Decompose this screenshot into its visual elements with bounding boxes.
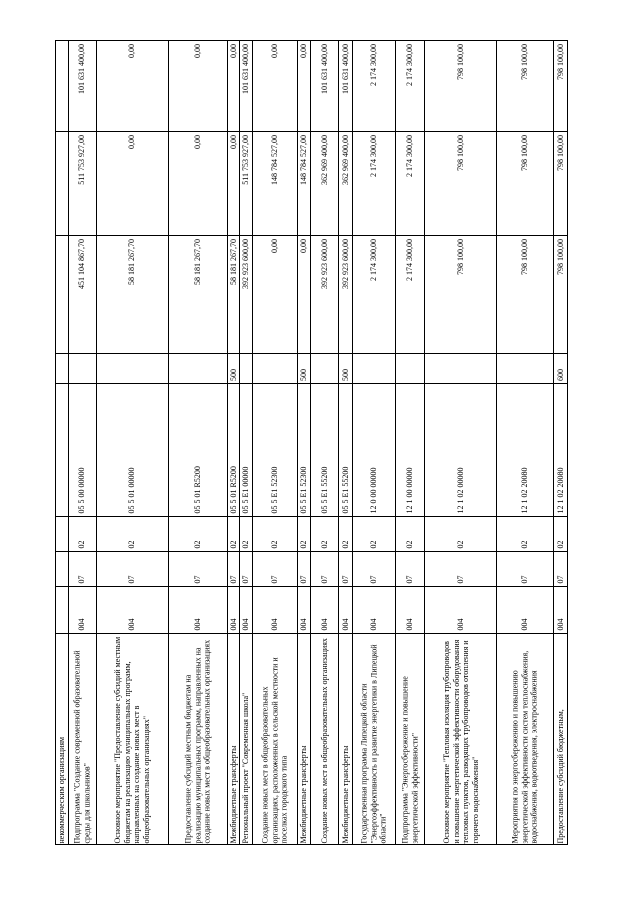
cell-value: 500 bbox=[340, 368, 350, 381]
cell-rz bbox=[396, 551, 423, 586]
cell-value: 02 bbox=[369, 540, 379, 549]
cell-rz bbox=[554, 551, 567, 586]
row-label: Межбюджетные трансферты bbox=[228, 745, 238, 844]
cell-name bbox=[228, 633, 240, 846]
cell-v3 bbox=[353, 41, 395, 131]
cell-value: 798 100,00 bbox=[455, 44, 465, 80]
cell-value: 004 bbox=[270, 618, 280, 631]
cell-name bbox=[169, 633, 227, 846]
cell-value: 2 174 300,00 bbox=[369, 134, 379, 177]
cell-value: 004 bbox=[241, 618, 251, 631]
cell-value: 511 753 927,00 bbox=[77, 134, 87, 185]
cell-v3 bbox=[298, 41, 310, 131]
cell-value: 798 100,00 bbox=[555, 134, 565, 171]
cell-value: 05 5 01 R5200 bbox=[228, 466, 238, 514]
cell-vr bbox=[396, 353, 423, 383]
cell-value: 004 bbox=[319, 618, 329, 631]
cell-value: 07 bbox=[319, 575, 329, 584]
cell-value: 05 5 E1 55200 bbox=[340, 466, 350, 514]
cell-value: 12 1 02 20080 bbox=[520, 467, 530, 514]
cell-v1 bbox=[240, 235, 252, 353]
cell-v2 bbox=[228, 131, 240, 235]
cell-value: 07 bbox=[520, 575, 530, 584]
cell-v2 bbox=[240, 131, 252, 235]
cell-csr bbox=[169, 383, 227, 516]
cell-value: 0,00 bbox=[270, 44, 280, 58]
cell-value: 58 181 267,70 bbox=[192, 238, 202, 285]
cell-vr bbox=[69, 353, 96, 383]
cell-value: 12 1 02 20080 bbox=[555, 467, 565, 514]
cell-ved bbox=[353, 586, 395, 633]
cell-v3 bbox=[69, 41, 96, 131]
cell-csr bbox=[396, 383, 423, 516]
cell-name bbox=[240, 633, 252, 846]
cell-vr bbox=[228, 353, 240, 383]
row-label: Подпрограмма "Создание современной образовательной среды для школьников" bbox=[72, 650, 92, 844]
cell-v2 bbox=[298, 131, 310, 235]
cell-value: 07 bbox=[241, 575, 251, 584]
cell-v3 bbox=[56, 41, 68, 131]
cell-csr bbox=[497, 383, 553, 516]
cell-ved bbox=[169, 586, 227, 633]
cell-value: 58 181 267,70 bbox=[228, 238, 238, 285]
cell-vr bbox=[169, 353, 227, 383]
row-label: некоммерческим организациям bbox=[56, 736, 66, 844]
cell-v1 bbox=[69, 235, 96, 353]
cell-value: 07 bbox=[299, 575, 309, 584]
cell-rz bbox=[228, 551, 240, 586]
cell-ved bbox=[253, 586, 298, 633]
table-row bbox=[56, 41, 69, 844]
cell-name bbox=[311, 633, 338, 846]
cell-value: 0,00 bbox=[299, 238, 309, 253]
cell-v1 bbox=[97, 235, 168, 353]
cell-value: 12 0 00 00000 bbox=[369, 467, 379, 514]
table-row bbox=[97, 41, 169, 844]
table-row bbox=[339, 41, 353, 844]
cell-value: 02 bbox=[192, 540, 202, 549]
cell-value: 101 631 400,00 bbox=[340, 44, 350, 94]
cell-v1 bbox=[554, 235, 567, 353]
budget-table bbox=[55, 40, 568, 845]
cell-ved bbox=[339, 586, 352, 633]
cell-vr bbox=[425, 353, 497, 383]
cell-v2 bbox=[56, 131, 68, 235]
cell-value: 58 181 267,70 bbox=[127, 238, 137, 285]
cell-value: 05 5 00 00000 bbox=[77, 467, 87, 514]
cell-value: 0,00 bbox=[127, 44, 137, 58]
cell-value: 0,00 bbox=[228, 44, 238, 58]
cell-v1 bbox=[169, 235, 227, 353]
cell-vr bbox=[253, 353, 298, 383]
row-label: Создание новых мест в общеобразовательных организациях, расположенных в сельской местности и поселках городского типа bbox=[260, 657, 289, 844]
cell-value: 12 1 02 00000 bbox=[455, 467, 465, 514]
cell-rz bbox=[311, 551, 338, 586]
cell-value: 02 bbox=[455, 540, 465, 549]
cell-value: 004 bbox=[555, 618, 565, 631]
cell-value: 2 174 300,00 bbox=[405, 238, 415, 281]
cell-value: 004 bbox=[77, 618, 87, 631]
cell-ved bbox=[396, 586, 423, 633]
cell-v2 bbox=[554, 131, 567, 235]
cell-csr bbox=[298, 383, 310, 516]
cell-csr bbox=[425, 383, 497, 516]
cell-name bbox=[298, 633, 310, 846]
cell-value: 004 bbox=[340, 618, 350, 631]
cell-v2 bbox=[425, 131, 497, 235]
cell-v1 bbox=[56, 235, 68, 353]
cell-ved bbox=[56, 586, 68, 633]
cell-v2 bbox=[311, 131, 338, 235]
cell-value: 101 631 400,00 bbox=[241, 44, 251, 94]
cell-v3 bbox=[253, 41, 298, 131]
cell-value: 07 bbox=[270, 575, 280, 584]
cell-value: 0,00 bbox=[299, 44, 309, 58]
cell-value: 798 100,00 bbox=[520, 44, 530, 80]
cell-rz bbox=[353, 551, 395, 586]
cell-value: 101 631 400,00 bbox=[319, 44, 329, 94]
cell-value: 0,00 bbox=[228, 134, 238, 149]
cell-v1 bbox=[228, 235, 240, 353]
cell-v1 bbox=[339, 235, 352, 353]
cell-csr bbox=[353, 383, 395, 516]
row-label: Подпрограмма "Энергосбережение и повышение энергетической эффективности" bbox=[400, 676, 419, 844]
row-label: Региональный проект "Современная школа" bbox=[241, 692, 251, 844]
cell-value: 798 100,00 bbox=[555, 238, 565, 275]
cell-v3 bbox=[228, 41, 240, 131]
cell-rz bbox=[240, 551, 252, 586]
cell-value: 511 753 927,00 bbox=[241, 134, 251, 185]
cell-pr bbox=[69, 516, 96, 551]
cell-value: 362 969 400,00 bbox=[319, 134, 329, 185]
row-label: Предоставление субсидий местным бюджетам на реализацию муниципальных программ, направленных на создание новых мест в общеобразовательных организациях bbox=[183, 639, 212, 844]
cell-vr bbox=[311, 353, 338, 383]
cell-csr bbox=[97, 383, 168, 516]
cell-value: 392 923 600,00 bbox=[241, 238, 251, 289]
cell-pr bbox=[169, 516, 227, 551]
cell-value: 798 100,00 bbox=[555, 44, 565, 80]
row-label: Основное мероприятие "Тепловая изоляция трубопроводов и повышение энергетической эффективности оборудования тепловых пунктов, разводящих трубопроводов отопления и горячего водоснабжения" bbox=[441, 639, 480, 844]
cell-v3 bbox=[169, 41, 227, 131]
cell-value: 798 100,00 bbox=[455, 134, 465, 171]
cell-value: 07 bbox=[369, 575, 379, 584]
table-row bbox=[240, 41, 253, 844]
cell-ved bbox=[97, 586, 168, 633]
cell-value: 004 bbox=[299, 618, 309, 631]
cell-value: 2 174 300,00 bbox=[405, 44, 415, 86]
cell-ved bbox=[228, 586, 240, 633]
cell-name bbox=[69, 633, 96, 846]
cell-value: 004 bbox=[192, 618, 202, 631]
cell-v1 bbox=[497, 235, 553, 353]
cell-v3 bbox=[240, 41, 252, 131]
cell-v2 bbox=[253, 131, 298, 235]
cell-v1 bbox=[253, 235, 298, 353]
cell-v2 bbox=[169, 131, 227, 235]
row-label: Межбюджетные трансферты bbox=[299, 745, 309, 844]
cell-name bbox=[339, 633, 352, 846]
cell-value: 05 5 E1 52300 bbox=[299, 466, 309, 514]
cell-rz bbox=[425, 551, 497, 586]
cell-v2 bbox=[69, 131, 96, 235]
cell-value: 0,00 bbox=[192, 134, 202, 149]
cell-value: 02 bbox=[555, 540, 565, 549]
table-row bbox=[425, 41, 498, 844]
cell-value: 148 784 527,00 bbox=[270, 134, 280, 185]
cell-value: 07 bbox=[555, 575, 565, 584]
cell-name bbox=[554, 633, 567, 846]
cell-ved bbox=[497, 586, 553, 633]
cell-name bbox=[56, 633, 68, 846]
cell-value: 05 5 E1 52300 bbox=[270, 466, 280, 514]
cell-ved bbox=[425, 586, 497, 633]
cell-v3 bbox=[425, 41, 497, 131]
cell-value: 798 100,00 bbox=[455, 238, 465, 275]
cell-value: 2 174 300,00 bbox=[369, 44, 379, 86]
row-label: Создание новых мест в общеобразовательных организациях bbox=[319, 638, 329, 844]
cell-value: 101 631 400,00 bbox=[77, 44, 87, 94]
cell-v1 bbox=[298, 235, 310, 353]
cell-value: 07 bbox=[77, 575, 87, 584]
cell-value: 02 bbox=[520, 540, 530, 549]
cell-v1 bbox=[353, 235, 395, 353]
cell-vr bbox=[497, 353, 553, 383]
table-row bbox=[554, 41, 567, 844]
cell-v2 bbox=[97, 131, 168, 235]
cell-pr bbox=[353, 516, 395, 551]
row-label: Государственная программа Липецкой области "Энергоэффективность и развитие энергетики в Липецкой области" bbox=[359, 644, 388, 844]
cell-csr bbox=[69, 383, 96, 516]
row-label: Мероприятия по энергосбережению и повышению энергетической эффективности систем теплоснабжения, водоснабжения, водоотведения, электроснабжения bbox=[511, 650, 540, 844]
cell-ved bbox=[240, 586, 252, 633]
cell-rz bbox=[169, 551, 227, 586]
cell-value: 362 969 400,00 bbox=[340, 134, 350, 185]
cell-name bbox=[425, 633, 497, 846]
cell-value: 02 bbox=[319, 540, 329, 549]
cell-value: 02 bbox=[340, 540, 350, 549]
cell-vr bbox=[240, 353, 252, 383]
cell-value: 02 bbox=[241, 540, 251, 549]
cell-pr bbox=[339, 516, 352, 551]
cell-ved bbox=[298, 586, 310, 633]
cell-pr bbox=[228, 516, 240, 551]
cell-rz bbox=[298, 551, 310, 586]
table-row bbox=[298, 41, 311, 844]
cell-value: 004 bbox=[520, 618, 530, 631]
cell-vr bbox=[97, 353, 168, 383]
cell-value: 500 bbox=[299, 368, 309, 381]
table-row bbox=[396, 41, 424, 844]
cell-ved bbox=[554, 586, 567, 633]
row-label: Основное мероприятие "Предоставление субсидий местным бюджетам на реализацию муниципальных программ, направленных на создание новых мест в общеобразовательных организациях" bbox=[113, 636, 151, 844]
cell-value: 392 923 600,00 bbox=[340, 238, 350, 289]
cell-v3 bbox=[311, 41, 338, 131]
cell-vr bbox=[298, 353, 310, 383]
cell-pr bbox=[97, 516, 168, 551]
cell-value: 2 174 300,00 bbox=[369, 238, 379, 281]
cell-csr bbox=[240, 383, 252, 516]
cell-csr bbox=[554, 383, 567, 516]
cell-pr bbox=[497, 516, 553, 551]
cell-csr bbox=[56, 383, 68, 516]
cell-vr bbox=[339, 353, 352, 383]
cell-v1 bbox=[311, 235, 338, 353]
cell-value: 004 bbox=[369, 618, 379, 631]
cell-value: 05 5 01 R5200 bbox=[192, 466, 202, 514]
cell-vr bbox=[56, 353, 68, 383]
cell-value: 0,00 bbox=[192, 44, 202, 58]
cell-value: 798 100,00 bbox=[520, 238, 530, 275]
cell-vr bbox=[353, 353, 395, 383]
cell-rz bbox=[97, 551, 168, 586]
cell-value: 600 bbox=[555, 368, 565, 381]
cell-v1 bbox=[425, 235, 497, 353]
table-row bbox=[228, 41, 241, 844]
cell-pr bbox=[425, 516, 497, 551]
cell-value: 500 bbox=[228, 368, 238, 381]
cell-rz bbox=[69, 551, 96, 586]
cell-value: 392 923 600,00 bbox=[319, 238, 329, 289]
cell-value: 07 bbox=[455, 575, 465, 584]
cell-v2 bbox=[396, 131, 423, 235]
cell-value: 02 bbox=[270, 540, 280, 549]
cell-value: 004 bbox=[405, 618, 415, 631]
cell-value: 07 bbox=[405, 575, 415, 584]
row-label: Межбюджетные трансферты bbox=[340, 745, 350, 844]
cell-v2 bbox=[353, 131, 395, 235]
cell-csr bbox=[339, 383, 352, 516]
cell-value: 0,00 bbox=[270, 238, 280, 253]
cell-v1 bbox=[396, 235, 423, 353]
cell-name bbox=[353, 633, 395, 846]
cell-name bbox=[396, 633, 423, 846]
cell-csr bbox=[228, 383, 240, 516]
cell-v2 bbox=[497, 131, 553, 235]
cell-ved bbox=[311, 586, 338, 633]
cell-pr bbox=[240, 516, 252, 551]
cell-value: 02 bbox=[299, 540, 309, 549]
table-row bbox=[253, 41, 299, 844]
cell-value: 07 bbox=[192, 575, 202, 584]
cell-value: 02 bbox=[405, 540, 415, 549]
cell-csr bbox=[311, 383, 338, 516]
table-row bbox=[69, 41, 97, 844]
table-row bbox=[353, 41, 396, 844]
cell-name bbox=[497, 633, 553, 846]
cell-value: 004 bbox=[127, 618, 137, 631]
cell-value: 02 bbox=[228, 540, 238, 549]
cell-value: 05 5 E1 00000 bbox=[241, 466, 251, 514]
row-label: Предоставление субсидий бюджетным, bbox=[555, 709, 565, 844]
cell-v3 bbox=[497, 41, 553, 131]
cell-value: 798 100,00 bbox=[520, 134, 530, 171]
cell-value: 004 bbox=[228, 618, 238, 631]
table-row bbox=[311, 41, 339, 844]
table-row bbox=[497, 41, 554, 844]
cell-value: 02 bbox=[77, 540, 87, 549]
cell-rz bbox=[339, 551, 352, 586]
cell-pr bbox=[253, 516, 298, 551]
cell-value: 2 174 300,00 bbox=[405, 134, 415, 177]
cell-csr bbox=[253, 383, 298, 516]
cell-v3 bbox=[396, 41, 423, 131]
cell-pr bbox=[396, 516, 423, 551]
cell-rz bbox=[253, 551, 298, 586]
cell-rz bbox=[497, 551, 553, 586]
cell-pr bbox=[298, 516, 310, 551]
cell-v3 bbox=[554, 41, 567, 131]
cell-pr bbox=[311, 516, 338, 551]
cell-value: 07 bbox=[340, 575, 350, 584]
cell-value: 451 104 867,70 bbox=[77, 238, 87, 289]
cell-v3 bbox=[97, 41, 168, 131]
cell-rz bbox=[56, 551, 68, 586]
cell-value: 05 5 01 00000 bbox=[127, 467, 137, 514]
cell-value: 05 5 E1 55200 bbox=[319, 466, 329, 514]
cell-ved bbox=[69, 586, 96, 633]
cell-value: 0,00 bbox=[127, 134, 137, 149]
cell-name bbox=[253, 633, 298, 846]
cell-value: 148 784 527,00 bbox=[299, 134, 309, 185]
table-row bbox=[169, 41, 228, 844]
cell-value: 07 bbox=[127, 575, 137, 584]
cell-v2 bbox=[339, 131, 352, 235]
cell-vr bbox=[554, 353, 567, 383]
cell-pr bbox=[56, 516, 68, 551]
cell-v3 bbox=[339, 41, 352, 131]
cell-value: 07 bbox=[228, 575, 238, 584]
cell-value: 02 bbox=[127, 540, 137, 549]
cell-pr bbox=[554, 516, 567, 551]
cell-value: 004 bbox=[455, 618, 465, 631]
cell-name bbox=[97, 633, 168, 846]
cell-value: 12 1 00 00000 bbox=[405, 467, 415, 514]
